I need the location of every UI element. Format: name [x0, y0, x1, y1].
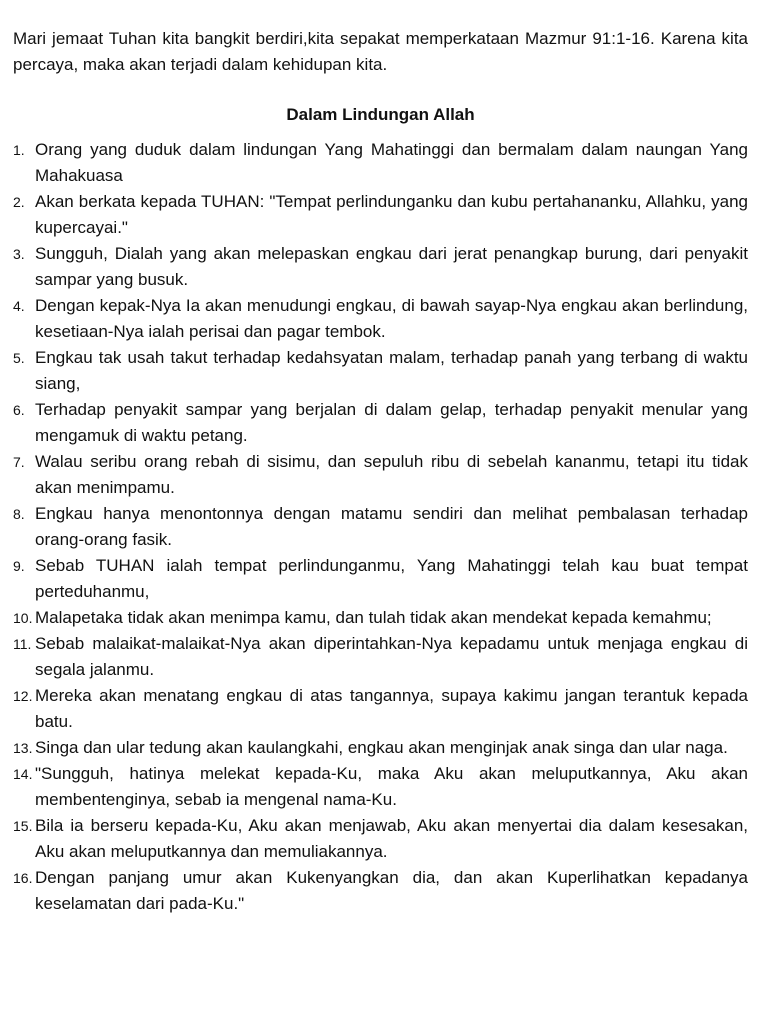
- verse-number: 8.: [13, 506, 25, 522]
- verse-number: 9.: [13, 558, 25, 574]
- verse-text: Orang yang duduk dalam lindungan Yang Mahatinggi dan bermalam dalam naungan Yang Mahakuasa: [35, 140, 748, 185]
- intro-paragraph: Mari jemaat Tuhan kita bangkit berdiri,kita sepakat memperkataan Mazmur 91:1-16. Karena kita percaya, maka akan terjadi dalam kehidupan kita.: [13, 29, 748, 74]
- verse-item: [13, 631, 748, 683]
- verse-item: [13, 813, 748, 865]
- verse-text: Sebab malaikat-malaikat-Nya akan diperintahkan-Nya kepadamu untuk menjaga engkau di segala jalanmu.: [35, 634, 748, 679]
- verse-item: [13, 865, 748, 917]
- verse-number: 2.: [13, 194, 25, 210]
- verse-number: 12.: [13, 688, 33, 704]
- verse-number: 14.: [13, 766, 33, 782]
- verse-number: 11.: [13, 636, 32, 652]
- verse-text: Sebab TUHAN ialah tempat perlindunganmu, Yang Mahatinggi telah kau buat tempat perteduhanmu,: [35, 556, 748, 601]
- verse-item: [13, 293, 748, 345]
- verse-text: Engkau tak usah takut terhadap kedahsyatan malam, terhadap panah yang terbang di waktu siang,: [35, 348, 748, 393]
- verse-item: [13, 241, 748, 293]
- verse-number: 6.: [13, 402, 25, 418]
- verse-number: 5.: [13, 350, 25, 366]
- verse-number: 15.: [13, 818, 33, 834]
- verse-number: 1.: [13, 142, 25, 158]
- verse-number: 3.: [13, 246, 25, 262]
- verse-text: Singa dan ular tedung akan kaulangkahi, engkau akan menginjak anak singa dan ular naga.: [35, 738, 728, 757]
- verse-item: [13, 735, 748, 761]
- verse-number: 13.: [13, 740, 33, 756]
- verse-item: [13, 449, 748, 501]
- verse-number: 16.: [13, 870, 33, 886]
- verse-item: [13, 345, 748, 397]
- verse-text: Mereka akan menatang engkau di atas tangannya, supaya kakimu jangan terantuk kepada batu.: [35, 686, 748, 731]
- verse-text: Terhadap penyakit sampar yang berjalan di dalam gelap, terhadap penyakit menular yang mengamuk di waktu petang.: [35, 400, 748, 445]
- verse-text: Walau seribu orang rebah di sisimu, dan sepuluh ribu di sebelah kananmu, tetapi itu tidak akan menimpamu.: [35, 452, 748, 497]
- verse-text: Engkau hanya menontonnya dengan matamu sendiri dan melihat pembalasan terhadap orang-orang fasik.: [35, 504, 748, 549]
- verse-item: [13, 605, 748, 631]
- verse-item: [13, 189, 748, 241]
- verse-item: [13, 683, 748, 735]
- verse-text: Dengan kepak-Nya Ia akan menudungi engkau, di bawah sayap-Nya engkau akan berlindung, kesetiaan-Nya ialah perisai dan pagar tembok.: [35, 296, 748, 341]
- verse-text: Sungguh, Dialah yang akan melepaskan engkau dari jerat penangkap burung, dari penyakit sampar yang busuk.: [35, 244, 748, 289]
- verse-text: Akan berkata kepada TUHAN: "Tempat perlindunganku dan kubu pertahananku, Allahku, yang kupercayai.": [35, 192, 748, 237]
- verse-text: "Sungguh, hatinya melekat kepada-Ku, maka Aku akan meluputkannya, Aku akan membentenginya, sebab ia mengenal nama-Ku.: [35, 764, 748, 809]
- verse-item: [13, 553, 748, 605]
- verse-item: [13, 137, 748, 189]
- psalm-heading: Dalam Lindungan Allah: [286, 105, 475, 124]
- verse-item: [13, 501, 748, 553]
- verse-item: [13, 397, 748, 449]
- verse-number: 4.: [13, 298, 25, 314]
- verse-number: 7.: [13, 454, 25, 470]
- verse-text: Bila ia berseru kepada-Ku, Aku akan menjawab, Aku akan menyertai dia dalam kesesakan, Aku akan meluputkannya dan memuliakannya.: [35, 816, 748, 861]
- verse-text: Malapetaka tidak akan menimpa kamu, dan tulah tidak akan mendekat kepada kemahmu;: [35, 608, 712, 627]
- verse-number: 10.: [13, 610, 33, 626]
- verse-item: [13, 761, 748, 813]
- verse-list: [13, 137, 748, 917]
- verse-text: Dengan panjang umur akan Kukenyangkan dia, dan akan Kuperlihatkan kepadanya keselamatan dari pada-Ku.": [35, 868, 748, 913]
